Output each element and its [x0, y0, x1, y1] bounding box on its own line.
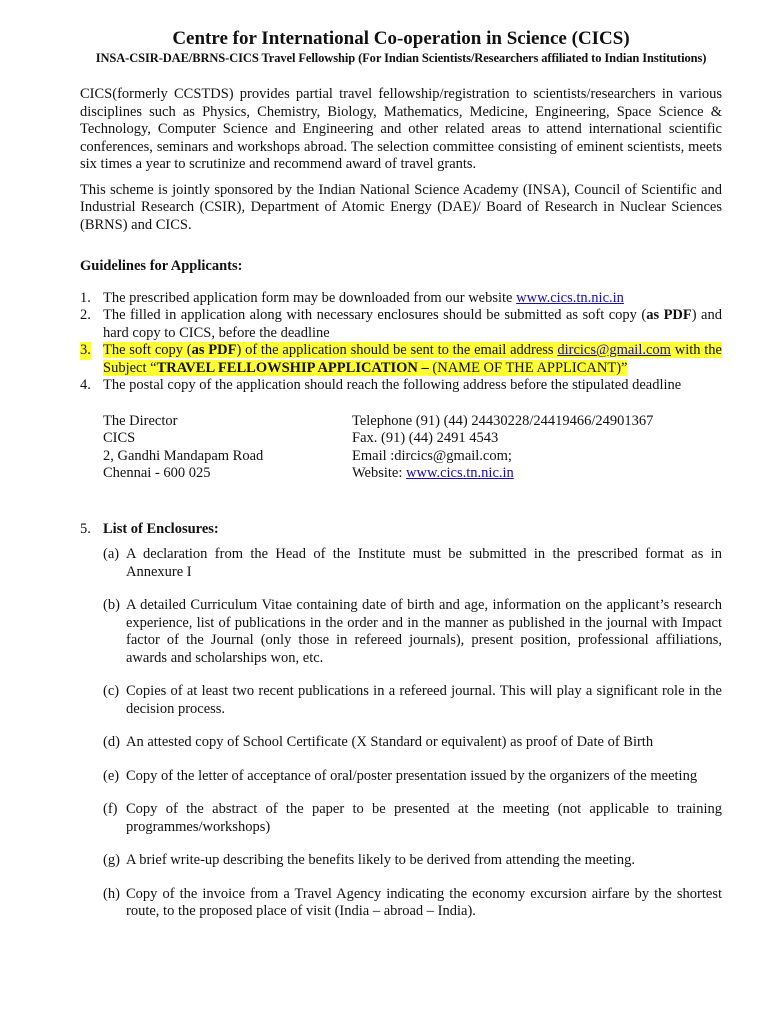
- guideline-number: 4.: [80, 377, 91, 393]
- enclosure-item: [103, 886, 722, 921]
- telephone-line: Telephone (91) (44) 24430228/24419466/24901367: [352, 412, 654, 429]
- guideline-text: ) and hard copy to CICS, before the deadline: [103, 307, 722, 341]
- address-line: The Director: [103, 412, 178, 429]
- enclosure-text: An attested copy of School Certificate (X Standard or equivalent) as proof of Date of Birth: [126, 734, 654, 750]
- guideline-text: The soft copy (: [103, 342, 192, 358]
- enclosure-label: (h): [103, 885, 120, 902]
- page-title: Centre for International Co-operation in Science (CICS): [172, 28, 630, 49]
- guideline-text: The prescribed application form may be downloaded from our website: [103, 289, 517, 306]
- guideline-item-2: [80, 307, 722, 342]
- guideline-text: The filled in application along with necessary enclosures should be submitted as soft copy (: [103, 307, 647, 323]
- enclosure-label: (c): [103, 683, 120, 699]
- guideline-number: 1.: [80, 289, 91, 306]
- guideline-text: ) of the application should be sent to the email address: [236, 342, 558, 358]
- highlighted-text: [103, 342, 722, 376]
- website-link[interactable]: www.cics.tn.nic.in: [516, 289, 624, 306]
- guidelines-list: [80, 290, 722, 395]
- enclosure-text: Copies of at least two recent publications in a refereed journal. This will play a significant role in the decision process.: [126, 683, 722, 717]
- enclosure-text: Copy of the letter of acceptance of oral/poster presentation issued by the organizers of the meeting: [126, 767, 698, 784]
- website-line: [352, 465, 722, 483]
- enclosure-label: (d): [103, 734, 120, 750]
- enclosure-label: (a): [103, 546, 120, 562]
- enclosure-label: (e): [103, 767, 120, 784]
- guideline-number: 3.: [80, 342, 91, 358]
- fax-line: Fax. (91) (44) 2491 4543: [352, 430, 499, 446]
- guideline-bold-text: as PDF: [646, 307, 692, 323]
- intro-paragraph-1: CICS(formerly CCSTDS) provides partial travel fellowship/registration to scientists/researchers in various disciplines such as Physics, Chemistry, Biology, Mathematics, Medicine, Engineering, Space Science & Technology, Computer Science and Engineering and other related areas to attend international scientific conferences, seminars and workshops abroad. The selection committee consisting of eminent scientists, meets six times a year to scrutinize and recommend award of travel grants.: [80, 86, 722, 172]
- enclosures-heading: List of Enclosures:: [103, 520, 219, 537]
- guidelines-heading: Guidelines for Applicants:: [80, 258, 243, 274]
- email-link[interactable]: dircics@gmail.com: [557, 342, 671, 358]
- email-line: Email :dircics@gmail.com;: [352, 447, 512, 464]
- guideline-number: 2.: [80, 307, 91, 323]
- enclosure-text: Copy of the invoice from a Travel Agency indicating the economy excursion airfare by the shortest route, to the proposed place of visit (India – abroad – India).: [126, 885, 722, 919]
- website-label: Website:: [352, 465, 406, 481]
- enclosure-label: (f): [103, 801, 118, 817]
- website-link[interactable]: www.cics.tn.nic.in: [406, 465, 514, 481]
- enclosure-label: (g): [103, 852, 120, 868]
- guideline-item-1: [80, 290, 722, 308]
- enclosure-item: [103, 734, 722, 752]
- address-line: Chennai - 600 025: [103, 465, 211, 481]
- address-line: CICS: [103, 430, 136, 446]
- guideline-item-4: [80, 377, 722, 395]
- guideline-bold-text: TRAVEL FELLOWSHIP APPLICATION –: [156, 359, 433, 376]
- enclosure-item: [103, 546, 722, 581]
- contact-address-block: [103, 413, 722, 483]
- contact-details: [352, 413, 722, 483]
- enclosure-item: [103, 768, 722, 786]
- enclosure-item: [103, 852, 722, 870]
- enclosures-number: 5.: [80, 520, 91, 537]
- enclosure-text: A brief write-up describing the benefits likely to be derived from attending the meeting.: [126, 852, 635, 868]
- enclosure-text: A declaration from the Head of the Institute must be submitted in the prescribed format as in Annexure I: [126, 546, 722, 580]
- enclosure-item: [103, 597, 722, 667]
- postal-address: [103, 413, 352, 483]
- address-line: 2, Gandhi Mandapam Road: [103, 447, 264, 464]
- guideline-text: The postal copy of the application should reach the following address before the stipulated deadline: [103, 377, 682, 393]
- intro-paragraph-2: This scheme is jointly sponsored by the Indian National Science Academy (INSA), Council of Scientific and Industrial Research (CSIR), Department of Atomic Energy (DAE)/ Board of Research in Nuclear Sciences (BRNS) and CICS.: [80, 181, 722, 233]
- enclosures-list: [103, 546, 722, 921]
- enclosure-item: [103, 683, 722, 718]
- guideline-bold-text: as PDF: [191, 342, 237, 358]
- enclosures-section: [80, 521, 722, 921]
- enclosure-label: (b): [103, 597, 120, 613]
- guideline-item-3: [80, 342, 722, 377]
- page-subtitle: INSA-CSIR-DAE/BRNS-CICS Travel Fellowship (For Indian Scientists/Researchers affiliated to Indian Institutions): [95, 51, 707, 65]
- enclosure-item: [103, 801, 722, 836]
- guideline-text: with the Subject “: [103, 342, 722, 376]
- enclosure-text: A detailed Curriculum Vitae containing date of birth and age, information on the applicant’s research experience, list of publications in the order and in the manner as published in the journal with Impact factor of the Journal (only those in refereed journals), present position, professional affiliations, awards and scholarships won, etc.: [126, 597, 722, 666]
- guideline-text: (NAME OF THE APPLICANT)”: [432, 359, 628, 376]
- enclosure-text: Copy of the abstract of the paper to be presented at the meeting (not applicable to training programmes/workshops): [126, 801, 722, 835]
- document-page: [80, 28, 722, 937]
